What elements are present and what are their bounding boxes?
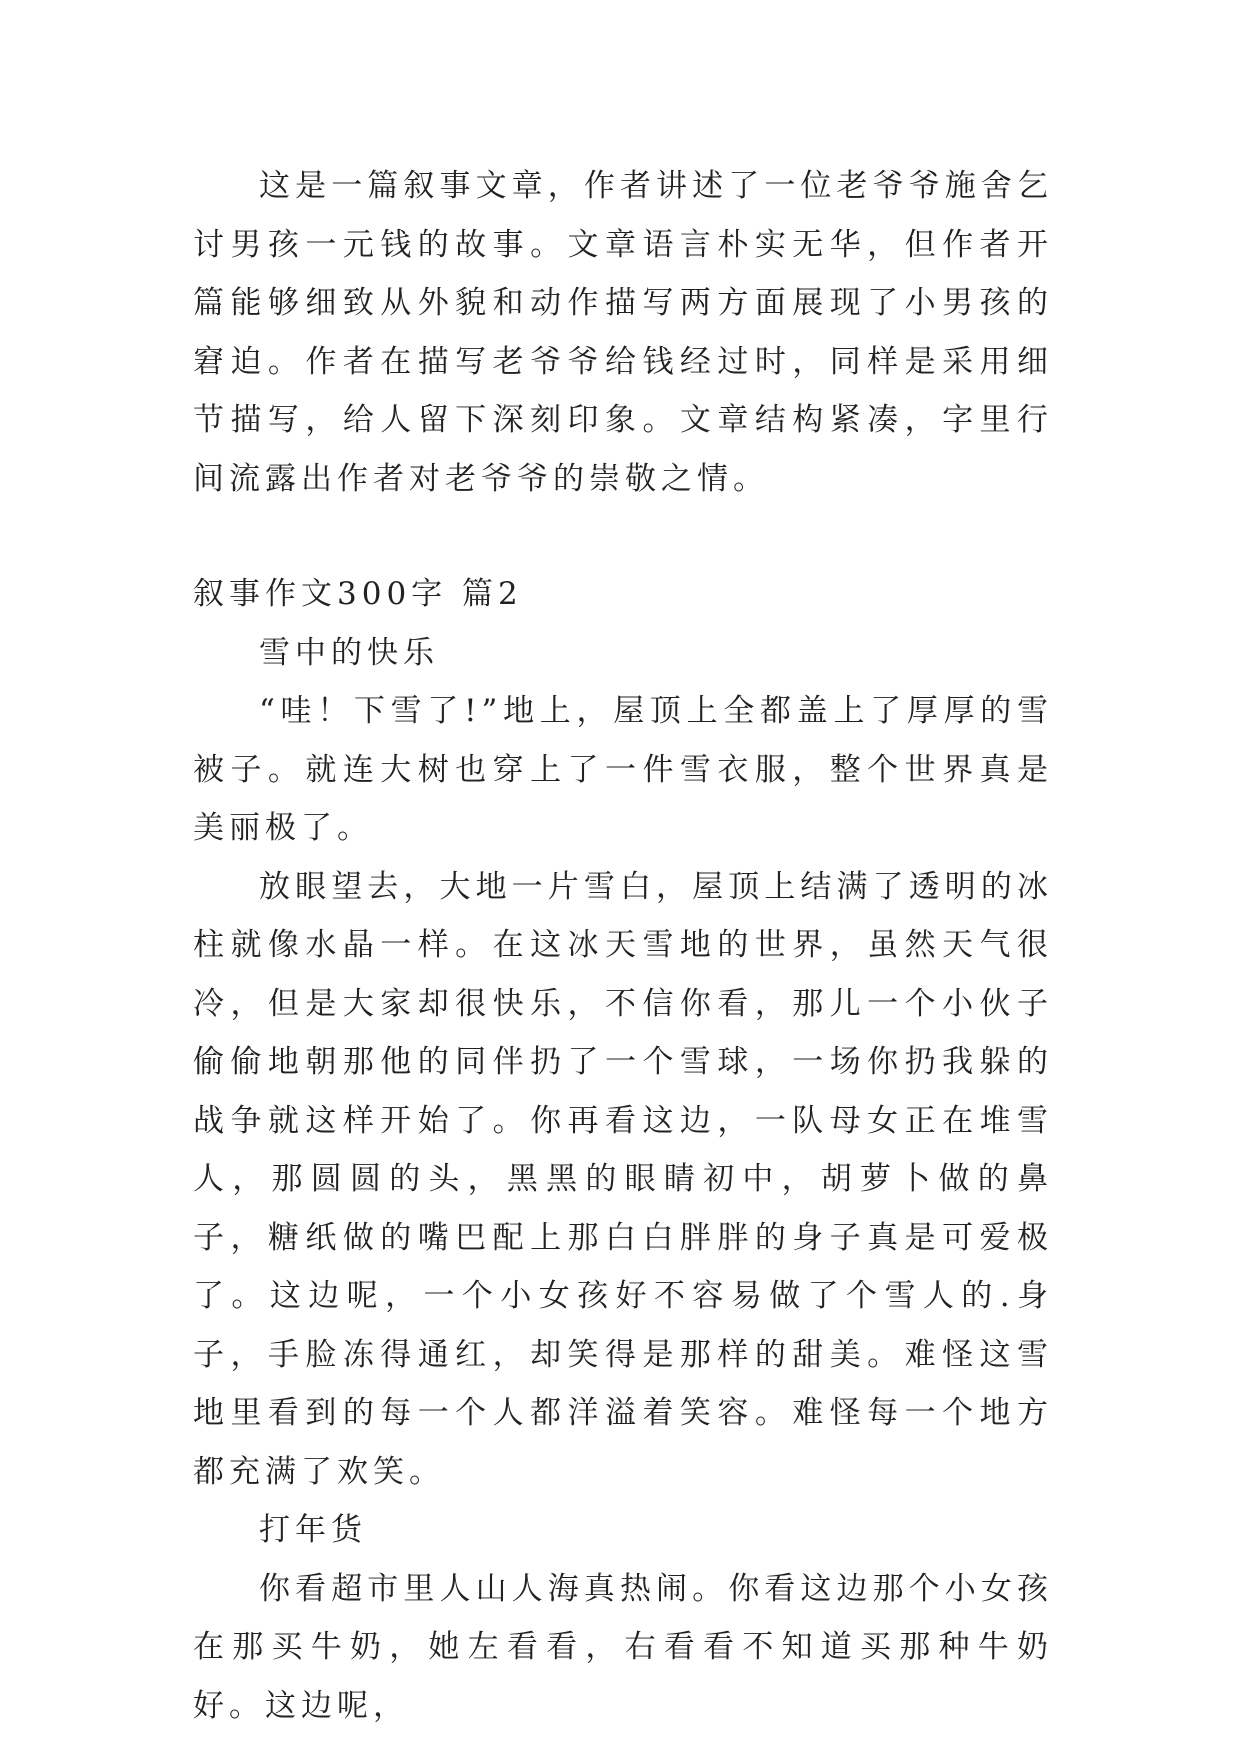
review-section	[193, 157, 1053, 508]
story-title-snow: 雪中的快乐	[259, 634, 439, 671]
story-paragraph: 放眼望去，大地一片雪白，屋顶上结满了透明的冰柱就像水晶一样。在这冰天雪地的世界，虽然天气很冷，但是大家却很快乐，不信你看，那儿一个小伙子偷偷地朝那他的同伴扔了一个雪球，一场你扔我躲的战争就这样开始了。你再看这边，一队母女正在堆雪人，那圆圆的头，黑黑的眼睛初中，胡萝卜做的鼻子，糖纸做的嘴巴配上那白白胖胖的身子真是可爱极了。这边呢，一个小女孩好不容易做了个雪人的.身子，手脸冻得通红，却笑得是那样的甜美。难怪这雪地里看到的每一个人都洋溢着笑容。难怪每一个地方都充满了欢笑。	[193, 868, 1053, 1490]
story-paragraph: 你看超市里人山人海真热闹。你看这边那个小女孩在那买牛奶，她左看看，右看看不知道买那种牛奶好。这边呢，	[193, 1570, 1053, 1724]
story-paragraph: “哇！下雪了!”地上，屋顶上全都盖上了厚厚的雪被子。就连大树也穿上了一件雪衣服，整个世界真是美丽极了。	[193, 693, 1053, 846]
story-title-shopping: 打年货	[259, 1512, 367, 1548]
essay-section	[193, 565, 1053, 1735]
section-heading: 叙事作文300字 篇2	[193, 576, 523, 612]
review-paragraph: 这是一篇叙事文章，作者讲述了一位老爷爷施舍乞讨男孩一元钱的故事。文章语言朴实无华，但作者开篇能够细致从外貌和动作描写两方面展现了小男孩的窘迫。作者在描写老爷爷给钱经过时，同样是采用细节描写，给人留下深刻印象。文章结构紧凑，字里行间流露出作者对老爷爷的崇敬之情。	[193, 168, 1053, 497]
